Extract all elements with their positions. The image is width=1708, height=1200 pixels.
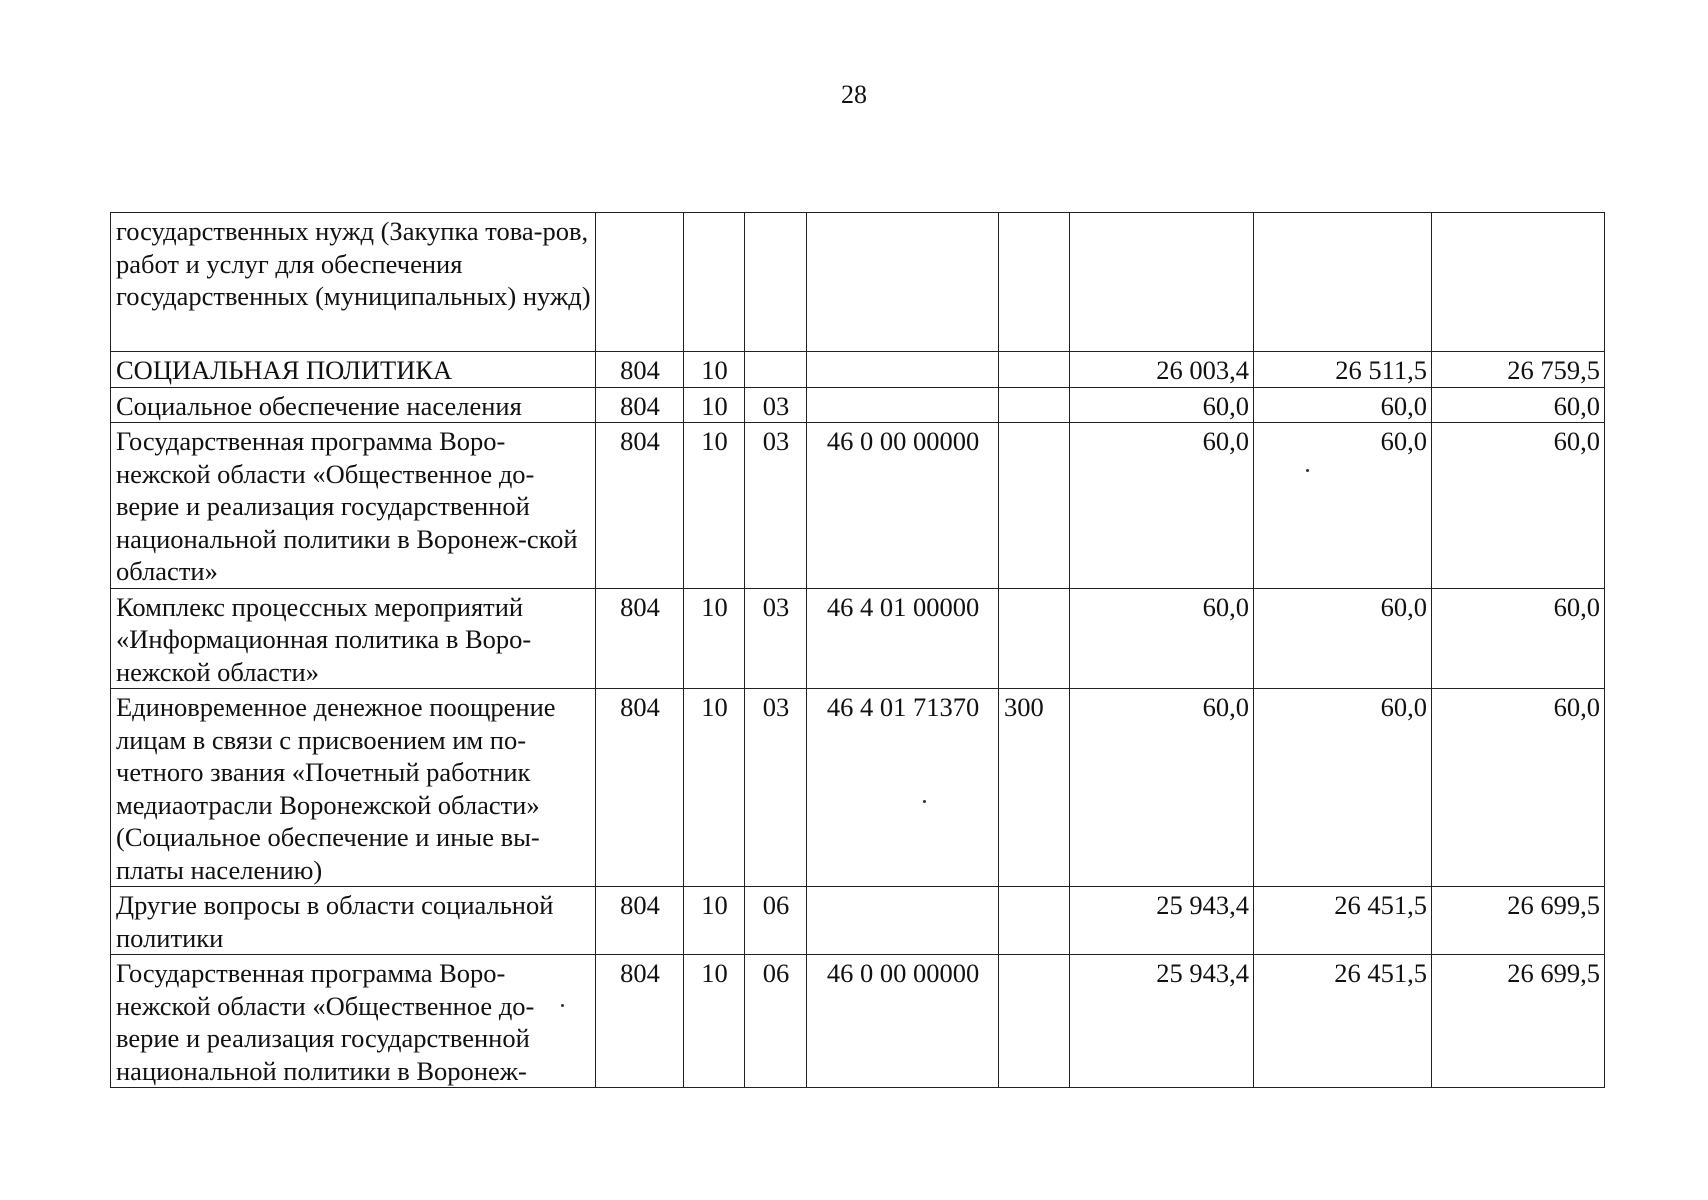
grbs-code-cell — [596, 213, 684, 352]
amount-year2-cell: 60,0 — [1254, 689, 1432, 887]
subsection-code-cell: 06 — [745, 955, 807, 1088]
amount-year3-cell: 60,0 — [1432, 423, 1605, 589]
amount-year3-cell: 60,0 — [1432, 588, 1605, 689]
row-name-cell: Другие вопросы в области социальной политики — [111, 887, 596, 955]
target-article-cell: 46 4 01 71370 — [807, 689, 999, 887]
target-article-cell: 46 0 00 00000 — [807, 423, 999, 589]
section-code-cell: 10 — [684, 955, 745, 1088]
row-name-cell: Государственная программа Воро-нежской области «Общественное до-верие и реализация государственной национальной политики в Воронеж-ской области» — [111, 423, 596, 589]
amount-year1-cell: 25 943,4 — [1070, 887, 1254, 955]
expense-type-cell — [999, 955, 1070, 1088]
row-name-cell: Государственная программа Воро-нежской области «Общественное до-верие и реализация государственной национальной политики в Воронеж- — [111, 955, 596, 1088]
amount-year3-cell — [1432, 213, 1605, 352]
section-code-cell: 10 — [684, 887, 745, 955]
amount-year2-cell: 60,0 — [1254, 588, 1432, 689]
scan-speck — [923, 800, 926, 803]
amount-year2-cell: 26 451,5 — [1254, 955, 1432, 1088]
table-row — [111, 387, 1605, 423]
subsection-code-cell: 03 — [745, 689, 807, 887]
amount-year1-cell — [1070, 213, 1254, 352]
subsection-code-cell — [745, 213, 807, 352]
budget-table — [110, 212, 1605, 1088]
table-row — [111, 887, 1605, 955]
expense-type-cell — [999, 213, 1070, 352]
amount-year3-cell: 60,0 — [1432, 689, 1605, 887]
subsection-code-cell — [745, 352, 807, 388]
target-article-cell — [807, 387, 999, 423]
page-number: 28 — [841, 80, 867, 109]
amount-year3-cell: 26 699,5 — [1432, 887, 1605, 955]
grbs-code-cell: 804 — [596, 955, 684, 1088]
row-name-cell: Комплекс процессных мероприятий «Информационная политика в Воро-нежской области» — [111, 588, 596, 689]
subsection-code-cell: 03 — [745, 423, 807, 589]
target-article-cell — [807, 213, 999, 352]
table-row — [111, 689, 1605, 887]
scan-speck — [1306, 469, 1309, 472]
grbs-code-cell: 804 — [596, 423, 684, 589]
section-code-cell — [684, 213, 745, 352]
grbs-code-cell: 804 — [596, 352, 684, 388]
grbs-code-cell: 804 — [596, 588, 684, 689]
amount-year2-cell: 60,0 — [1254, 423, 1432, 589]
subsection-code-cell: 03 — [745, 387, 807, 423]
grbs-code-cell: 804 — [596, 387, 684, 423]
amount-year2-cell: 26 451,5 — [1254, 887, 1432, 955]
table-row — [111, 213, 1605, 352]
row-name-cell: государственных нужд (Закупка това-ров, работ и услуг для обеспечения государственных (муниципальных) нужд) — [111, 213, 596, 352]
amount-year1-cell: 60,0 — [1070, 689, 1254, 887]
row-name-cell: СОЦИАЛЬНАЯ ПОЛИТИКА — [111, 352, 596, 388]
table-row — [111, 423, 1605, 589]
amount-year1-cell: 25 943,4 — [1070, 955, 1254, 1088]
amount-year2-cell: 26 511,5 — [1254, 352, 1432, 388]
row-name-cell: Социальное обеспечение населения — [111, 387, 596, 423]
target-article-cell — [807, 887, 999, 955]
expense-type-cell — [999, 387, 1070, 423]
amount-year1-cell: 60,0 — [1070, 423, 1254, 589]
section-code-cell: 10 — [684, 387, 745, 423]
row-name-cell: Единовременное денежное поощрение лицам в связи с присвоением им по-четного звания «Почетный работник медиаотрасли Воронежской области» (Социальное обеспечение и иные вы-платы населению) — [111, 689, 596, 887]
section-code-cell: 10 — [684, 423, 745, 589]
amount-year3-cell: 26 759,5 — [1432, 352, 1605, 388]
section-code-cell: 10 — [684, 588, 745, 689]
target-article-cell: 46 4 01 00000 — [807, 588, 999, 689]
amount-year1-cell: 26 003,4 — [1070, 352, 1254, 388]
expense-type-cell: 300 — [999, 689, 1070, 887]
target-article-cell — [807, 352, 999, 388]
expense-type-cell — [999, 423, 1070, 589]
table-row — [111, 352, 1605, 388]
amount-year1-cell: 60,0 — [1070, 387, 1254, 423]
section-code-cell: 10 — [684, 352, 745, 388]
subsection-code-cell: 06 — [745, 887, 807, 955]
amount-year2-cell — [1254, 213, 1432, 352]
amount-year2-cell: 60,0 — [1254, 387, 1432, 423]
amount-year1-cell: 60,0 — [1070, 588, 1254, 689]
expense-type-cell — [999, 887, 1070, 955]
amount-year3-cell: 26 699,5 — [1432, 955, 1605, 1088]
scan-speck — [561, 1004, 564, 1007]
table-row — [111, 955, 1605, 1088]
grbs-code-cell: 804 — [596, 689, 684, 887]
expense-type-cell — [999, 352, 1070, 388]
table-row — [111, 588, 1605, 689]
target-article-cell: 46 0 00 00000 — [807, 955, 999, 1088]
grbs-code-cell: 804 — [596, 887, 684, 955]
subsection-code-cell: 03 — [745, 588, 807, 689]
expense-type-cell — [999, 588, 1070, 689]
section-code-cell: 10 — [684, 689, 745, 887]
amount-year3-cell: 60,0 — [1432, 387, 1605, 423]
